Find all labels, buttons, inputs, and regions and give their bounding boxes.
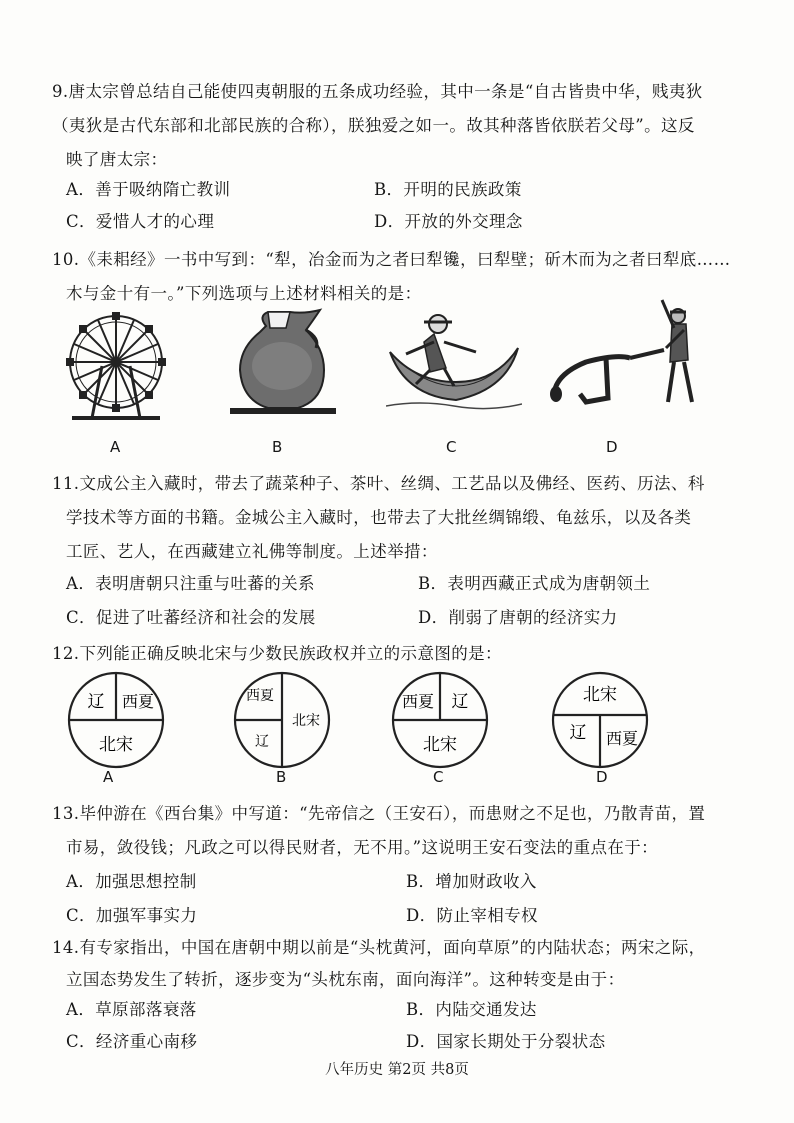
q11-line-3: 工匠、艺人，在西藏建立礼佛等制度。上述举措： [66,542,438,561]
diagram-a-label-2: 西夏 [121,692,155,711]
q14-option-a[interactable]: A．草原部落衰落 [66,1000,197,1019]
diagram-c-label-2: 辽 [451,692,469,712]
diagram-b-label-3: 北宋 [292,713,320,729]
q13-option-d[interactable]: D．防止宰相专权 [406,906,538,925]
diagram-a-label-3: 北宋 [99,735,133,755]
q10-image-a-caption: A [110,438,121,456]
diagram-d-label-1: 北宋 [583,685,617,705]
diagram-d-label-3: 西夏 [605,729,639,748]
q10-image-b-caption: B [272,438,283,456]
q9-option-a[interactable]: A．善于吸纳隋亡教训 [66,180,231,199]
q14-line-1: 14.有专家指出，中国在唐朝中期以前是“头枕黄河，面向草原”的内陆状态；两宋之际， [52,938,706,957]
q11-line-1: 11.文成公主入藏时，带去了蔬菜种子、茶叶、丝绸、工艺品以及佛经、医药、历法、科 [52,474,705,493]
q9-option-d[interactable]: D．开放的外交理念 [374,212,523,231]
waterwheel-image[interactable] [62,306,170,426]
boat-rower-image[interactable] [386,312,522,412]
diagram-c-label-1: 西夏 [401,692,435,711]
q13-option-c[interactable]: C．加强军事实力 [66,906,198,925]
q12-diagram-c[interactable] [390,670,490,770]
q10-line-1: 10.《耒耜经》一书中写到：“犁，冶金而为之者曰犁镵，曰犁壁；斫木而为之者曰犁底…… [52,250,731,269]
q9-line-2: （夷狄是古代东部和北部民族的合称），朕独爱之如一。故其种落皆依朕若父母”。这反 [52,116,695,135]
pottery-jar-image[interactable] [228,308,338,418]
q11-option-b[interactable]: B．表明西藏正式成为唐朝领土 [418,574,651,593]
q11-option-c[interactable]: C．促进了吐蕃经济和社会的发展 [66,608,316,627]
q12-diagram-a[interactable] [66,670,166,770]
q10-line-2: 木与金十有一。”下列选项与上述材料相关的是： [66,284,422,303]
q13-option-b[interactable]: B．增加财政收入 [406,872,537,891]
q9-line-3: 映了唐太宗： [66,150,168,169]
diagram-b-label-2: 辽 [255,734,269,750]
q12-diagram-b-caption: B [276,768,287,786]
q13-line-1: 13.毕仲游在《西台集》中写道：“先帝信之（王安石），而患财之不足也，乃散青苗，置 [52,804,706,823]
q14-option-d[interactable]: D．国家长期处于分裂状态 [406,1032,606,1051]
q13-line-2: 市易，敛役钱；凡政之可以得民财者，无不用。”这说明王安石变法的重点在于： [66,838,659,857]
q11-line-2: 学技术等方面的书籍。金城公主入藏时，也带去了大批丝绸锦缎、龟兹乐，以及各类 [66,508,692,527]
q12-diagram-c-caption: C [433,768,444,786]
q10-image-d-caption: D [606,438,618,456]
q12-diagram-d[interactable] [548,670,652,770]
q12-diagram-d-caption: D [596,768,608,786]
diagram-d-label-2: 辽 [569,723,587,743]
q11-option-a[interactable]: A．表明唐朝只注重与吐蕃的关系 [66,574,315,593]
plough-farmer-image[interactable] [546,298,706,412]
q13-option-a[interactable]: A．加强思想控制 [66,872,197,891]
q12-diagram-b[interactable] [230,670,334,770]
q9-option-b[interactable]: B．开明的民族政策 [374,180,522,199]
q12-line-1: 12.下列能正确反映北宋与少数民族政权并立的示意图的是： [52,644,502,663]
q12-diagram-a-caption: A [103,768,114,786]
q9-option-c[interactable]: C．爱惜人才的心理 [66,212,215,231]
page-footer: 八年历史 第2页 共8页 [325,1062,469,1078]
q10-image-c-caption: C [446,438,457,456]
q9-line-1: 9.唐太宗曾总结自己能使四夷朝服的五条成功经验，其中一条是“自古皆贵中华，贱夷狄 [52,82,703,101]
diagram-b-label-1: 西夏 [246,688,274,704]
diagram-c-label-3: 北宋 [423,735,457,755]
q14-option-c[interactable]: C．经济重心南移 [66,1032,198,1051]
diagram-a-label-1: 辽 [87,692,105,712]
q11-option-d[interactable]: D．削弱了唐朝的经济实力 [418,608,618,627]
q14-line-2: 立国态势发生了转折，逐步变为“头枕东南，面向海洋”。这种转变是由于： [66,970,625,989]
q14-option-b[interactable]: B．内陆交通发达 [406,1000,537,1019]
